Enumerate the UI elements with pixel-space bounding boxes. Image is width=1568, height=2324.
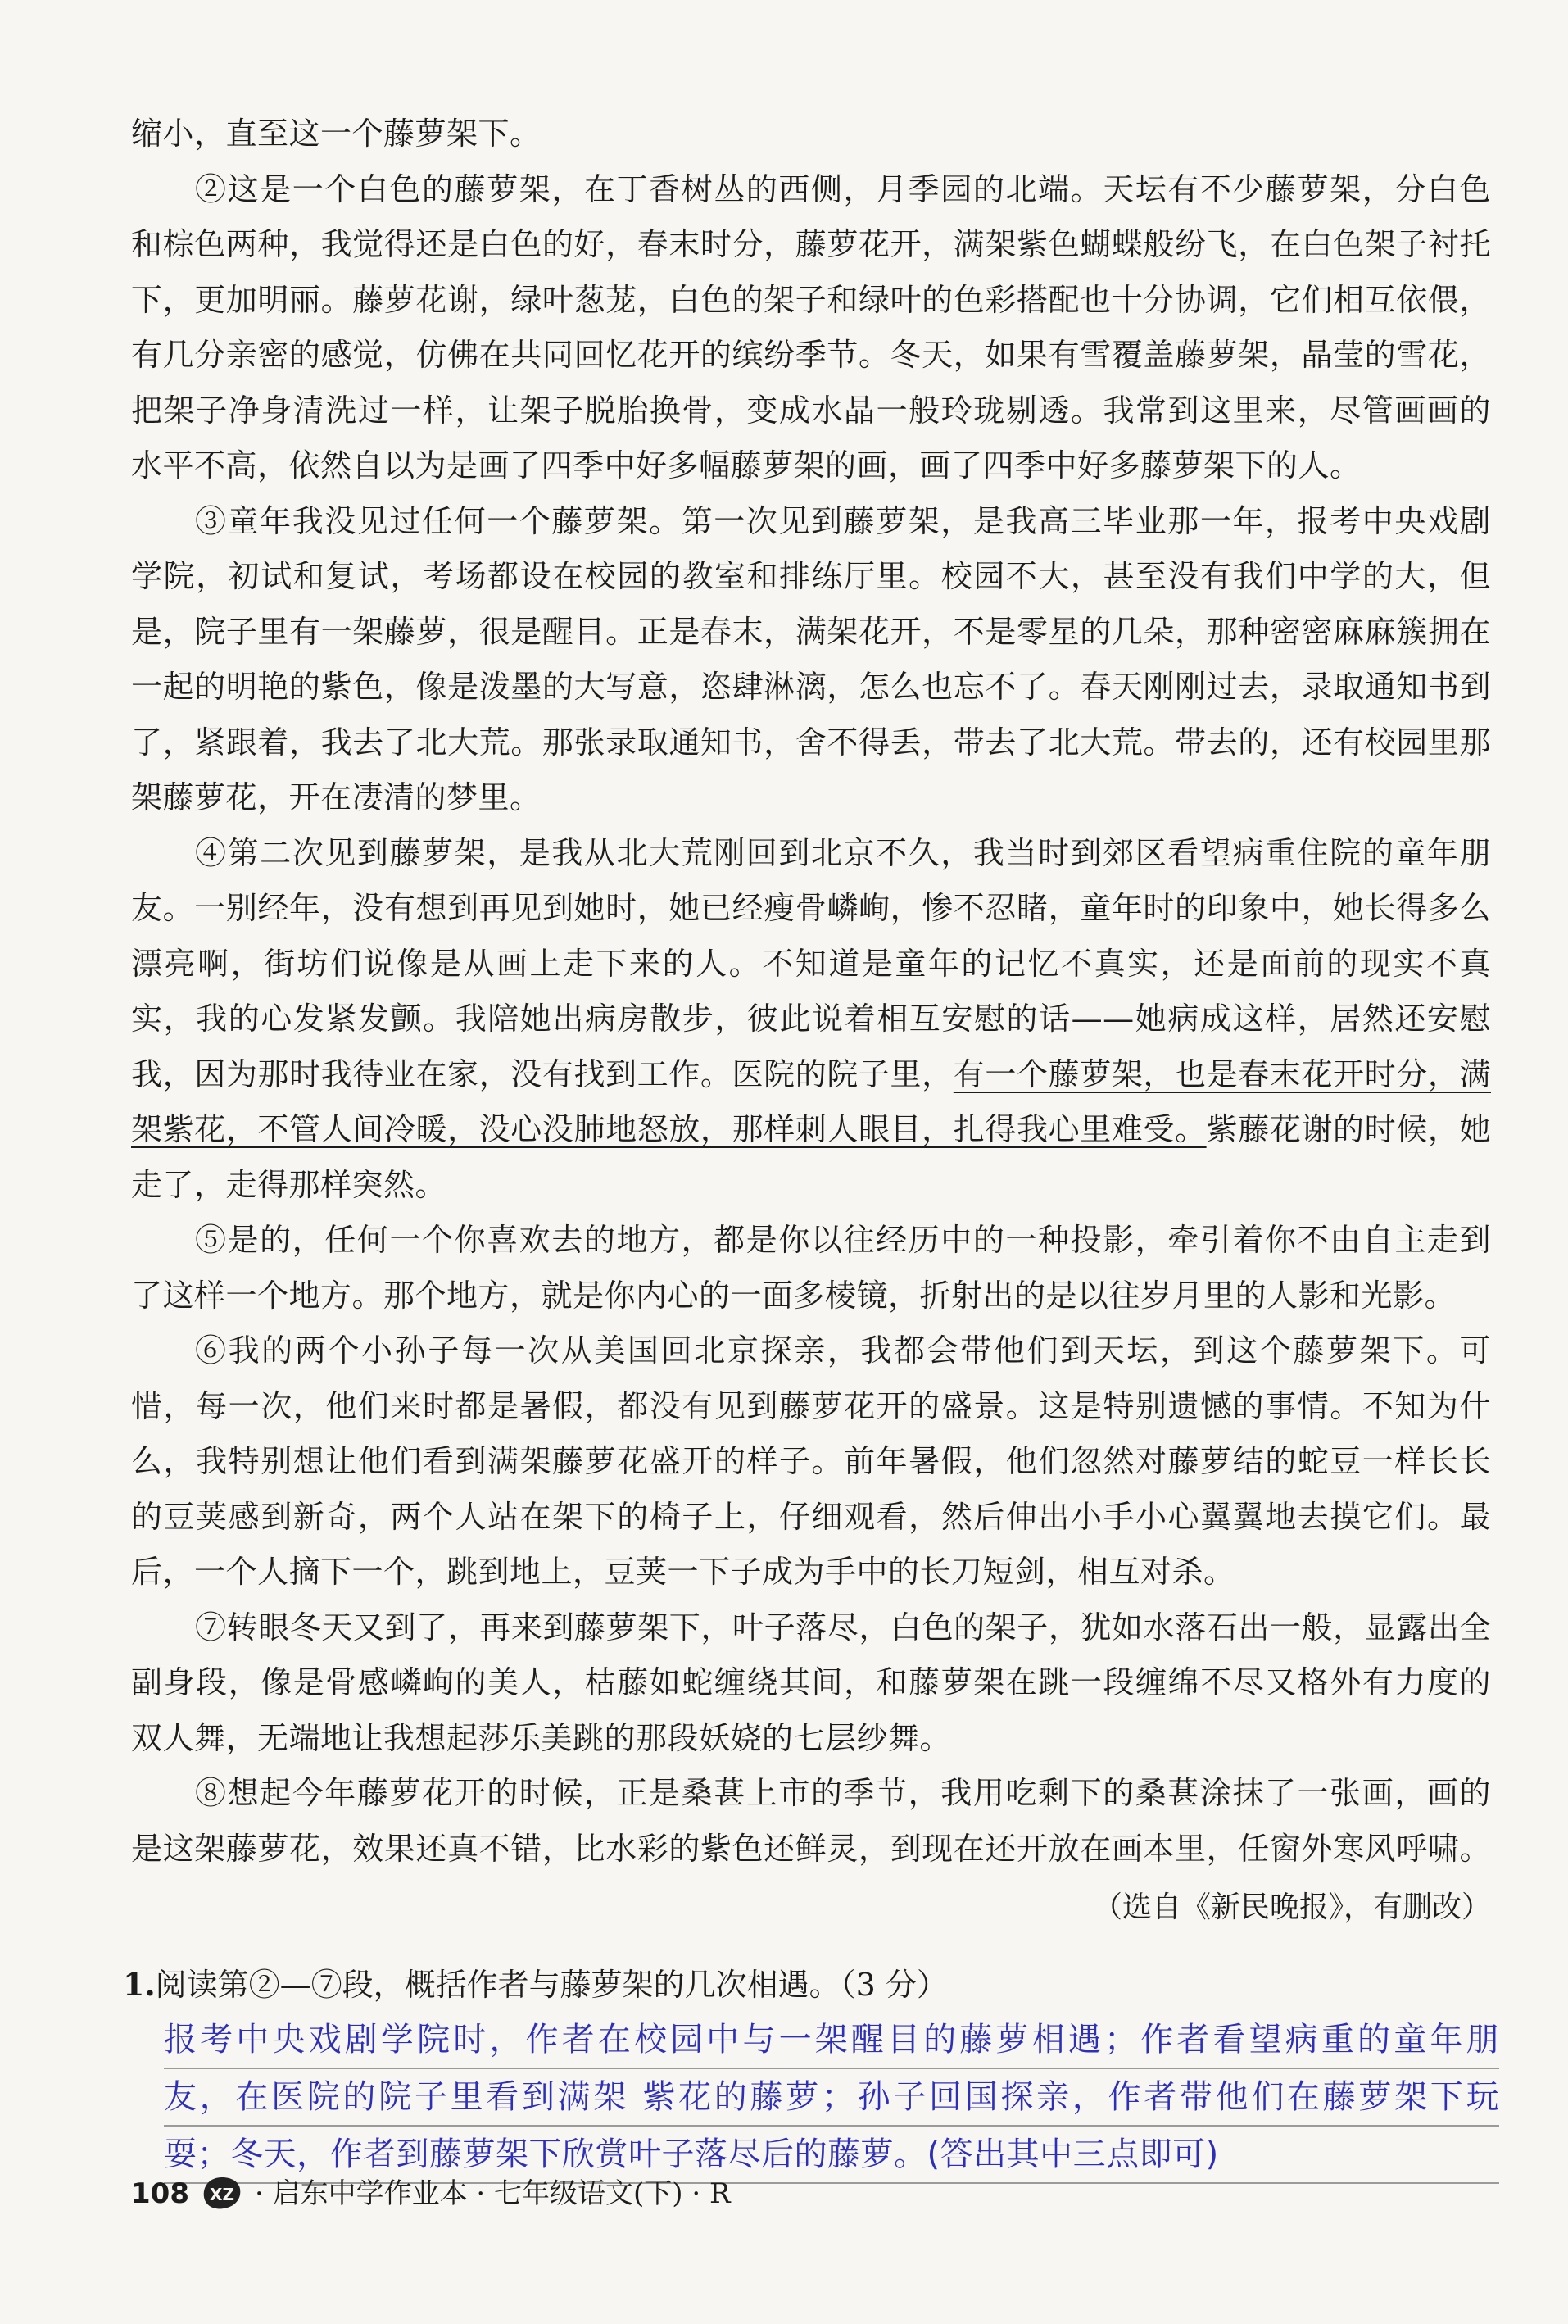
article-body xyxy=(131,107,1491,1877)
text-line xyxy=(131,1323,1491,1379)
text-line xyxy=(131,1490,1491,1546)
text-run: 友。一别经年，没有想到再见到她时，她已经瘦骨嶙峋，惨不忍睹，童年时的印象中，她长得多么 xyxy=(131,890,1491,926)
text-run: 有几分亲密的感觉，仿佛在共同回忆花开的缤纷季节。冬天，如果有雪覆盖藤萝架，晶莹的雪花， xyxy=(131,337,1491,373)
text-line xyxy=(131,328,1491,384)
question-1 xyxy=(123,1959,1491,2010)
text-run: ⑥我的两个小孙子每一次从美国回北京探亲，我都会带他们到天坛，到这个藤萝架下。可 xyxy=(195,1332,1491,1369)
page-footer xyxy=(131,2173,731,2214)
text-line xyxy=(131,826,1491,882)
text-line xyxy=(131,107,1491,162)
text-line xyxy=(131,549,1491,605)
text-run: 么，我特别想让他们看到满架藤萝花盛开的样子。前年暑假，他们忽然对藤萝结的蛇豆一样长长 xyxy=(131,1443,1491,1479)
text-line xyxy=(131,605,1491,660)
svg-text:XZ: XZ xyxy=(210,2185,234,2204)
answer-line: 耍；冬天，作者到藤萝架下欣赏叶子落尽后的藤萝。(答出其中三点即可) xyxy=(164,2127,1499,2184)
text-line xyxy=(131,715,1491,771)
text-run: 缩小，直至这一个藤萝架下。 xyxy=(131,116,542,152)
text-line xyxy=(131,1434,1491,1490)
text-line xyxy=(131,1711,1491,1767)
answer-block xyxy=(164,2012,1499,2184)
underlined-text: 架紫花，不管人间冷暖，没心没肺地怒放，那样刺人眼目，扎得我心里难受。 xyxy=(131,1111,1207,1147)
answer-line: 报考中央戏剧学院时，作者在校园中与一架醒目的藤萝相遇；作者看望病重的童年朋 xyxy=(164,2012,1499,2069)
text-line xyxy=(131,217,1491,273)
text-line xyxy=(131,660,1491,715)
text-run: 双人舞，无端地让我想起莎乐美跳的那段妖娆的七层纱舞。 xyxy=(131,1719,952,1756)
text-line xyxy=(131,1047,1491,1103)
text-line xyxy=(131,1379,1491,1435)
text-run: 架藤萝花，开在凄清的梦里。 xyxy=(131,779,542,815)
text-run: ②这是一个白色的藤萝架，在丁香树丛的西侧，月季园的北端。天坛有不少藤萝架，分白色 xyxy=(195,170,1491,207)
text-line xyxy=(131,770,1491,826)
text-run: 是，院子里有一架藤萝，很是醒目。正是春末，满架花开，不是零星的几朵，那种密密麻麻簇拥在 xyxy=(131,613,1491,650)
text-line xyxy=(131,1822,1491,1877)
footer-title: · 启东中学作业本 · 七年级语文(下) · R xyxy=(254,2177,731,2210)
text-run: 紫藤花谢的时候，她 xyxy=(1206,1111,1491,1147)
xz-logo-icon xyxy=(201,2176,243,2212)
source-citation: （选自《新民晚报》，有删改） xyxy=(1092,1891,1491,1924)
text-line xyxy=(131,1655,1491,1711)
text-run: ③童年我没见过任何一个藤萝架。第一次见到藤萝架，是我高三毕业那一年，报考中央戏剧 xyxy=(195,502,1491,539)
text-run: 的豆荚感到新奇，两个人站在架下的椅子上，仔细观看，然后伸出小手小心翼翼地去摸它们。最 xyxy=(131,1498,1491,1535)
text-line xyxy=(131,273,1491,329)
document-page xyxy=(123,107,1499,2184)
text-run: 学院，初试和复试，考场都设在校园的教室和排练厅里。校园不大，甚至没有我们中学的大，但 xyxy=(131,558,1491,594)
text-line xyxy=(131,384,1491,439)
text-run: 和棕色两种，我觉得还是白色的好，春末时分，藤萝花开，满架紫色蝴蝶般纷飞，在白色架子衬托 xyxy=(131,226,1491,262)
text-run: ⑧想起今年藤萝花开的时候，正是桑葚上市的季节，我用吃剩下的桑葚涂抹了一张画，画的 xyxy=(195,1775,1491,1811)
text-line xyxy=(131,1766,1491,1822)
text-run: ④第二次见到藤萝架，是我从北大荒刚回到北京不久，我当时到郊区看望病重住院的童年朋 xyxy=(195,834,1491,871)
text-run: 了这样一个地方。那个地方，就是你内心的一面多棱镜，折射出的是以往岁月里的人影和光影。 xyxy=(131,1277,1457,1314)
text-run: ⑦转眼冬天又到了，再来到藤萝架下，叶子落尽，白色的架子，犹如水落石出一般，显露出全 xyxy=(195,1609,1491,1645)
text-line xyxy=(131,438,1491,494)
answer-line: 友，在医院的院子里看到满架 紫花的藤萝；孙子回国探亲，作者带他们在藤萝架下玩 xyxy=(164,2069,1499,2127)
text-line xyxy=(131,937,1491,992)
text-run: 是这架藤萝花，效果还真不错，比水彩的紫色还鲜灵，到现在还开放在画本里，任窗外寒风呼啸。 xyxy=(131,1830,1491,1867)
text-line xyxy=(131,1213,1491,1269)
text-run: 实，我的心发紧发颤。我陪她出病房散步，彼此说着相互安慰的话——她病成这样，居然还安慰 xyxy=(131,1001,1491,1037)
text-run: 下，更加明丽。藤萝花谢，绿叶葱茏，白色的架子和绿叶的色彩搭配也十分协调，它们相互依偎， xyxy=(131,281,1491,318)
text-line xyxy=(131,1600,1491,1656)
text-run: 一起的明艳的紫色，像是泼墨的大写意，恣肆淋漓，怎么也忘不了。春天刚刚过去，录取通知书到 xyxy=(131,669,1491,705)
question-number: 1. xyxy=(123,1966,156,2003)
text-run: 漂亮啊，街坊们说像是从画上走下来的人。不知道是童年的记忆不真实，还是面前的现实不真 xyxy=(131,945,1491,982)
text-run: 了，紧跟着，我去了北大荒。那张录取通知书，舍不得丢，带去了北大荒。带去的，还有校园里那 xyxy=(131,724,1491,760)
question-text: 阅读第②—⑦段，概括作者与藤萝架的几次相遇。（3 分） xyxy=(155,1967,948,2003)
text-run: 副身段，像是骨感嶙峋的美人，枯藤如蛇缠绕其间，和藤萝架在跳一段缠绵不尽又格外有力度的 xyxy=(131,1664,1491,1700)
page-number: 108 xyxy=(131,2177,189,2210)
text-line xyxy=(131,1102,1491,1158)
text-run: 我，因为那时我待业在家，没有找到工作。医院的院子里， xyxy=(131,1055,954,1092)
underlined-text: 有一个藤萝架，也是春末花开时分，满 xyxy=(953,1055,1491,1092)
text-line xyxy=(131,1158,1491,1214)
text-line xyxy=(131,162,1491,218)
text-line xyxy=(131,992,1491,1047)
text-run: 惜，每一次，他们来时都是暑假，都没有见到藤萝花开的盛景。这是特别遗憾的事情。不知为什 xyxy=(131,1387,1491,1424)
text-run: ⑤是的，任何一个你喜欢去的地方，都是你以往经历中的一种投影，牵引着你不由自主走到 xyxy=(195,1222,1491,1258)
text-line xyxy=(131,1269,1491,1324)
text-line xyxy=(131,881,1491,937)
text-run: 把架子净身清洗过一样，让架子脱胎换骨，变成水晶一般玲珑剔透。我常到这里来，尽管画画的 xyxy=(131,392,1491,429)
text-line xyxy=(131,1545,1491,1600)
text-run: 走了，走得那样突然。 xyxy=(131,1166,447,1203)
text-line xyxy=(131,494,1491,550)
text-run: 后，一个人摘下一个，跳到地上，豆荚一下子成为手中的长刀短剑，相互对杀。 xyxy=(131,1554,1235,1590)
text-run: 水平不高，依然自以为是画了四季中好多幅藤萝架的画，画了四季中好多藤萝架下的人。 xyxy=(131,447,1362,483)
